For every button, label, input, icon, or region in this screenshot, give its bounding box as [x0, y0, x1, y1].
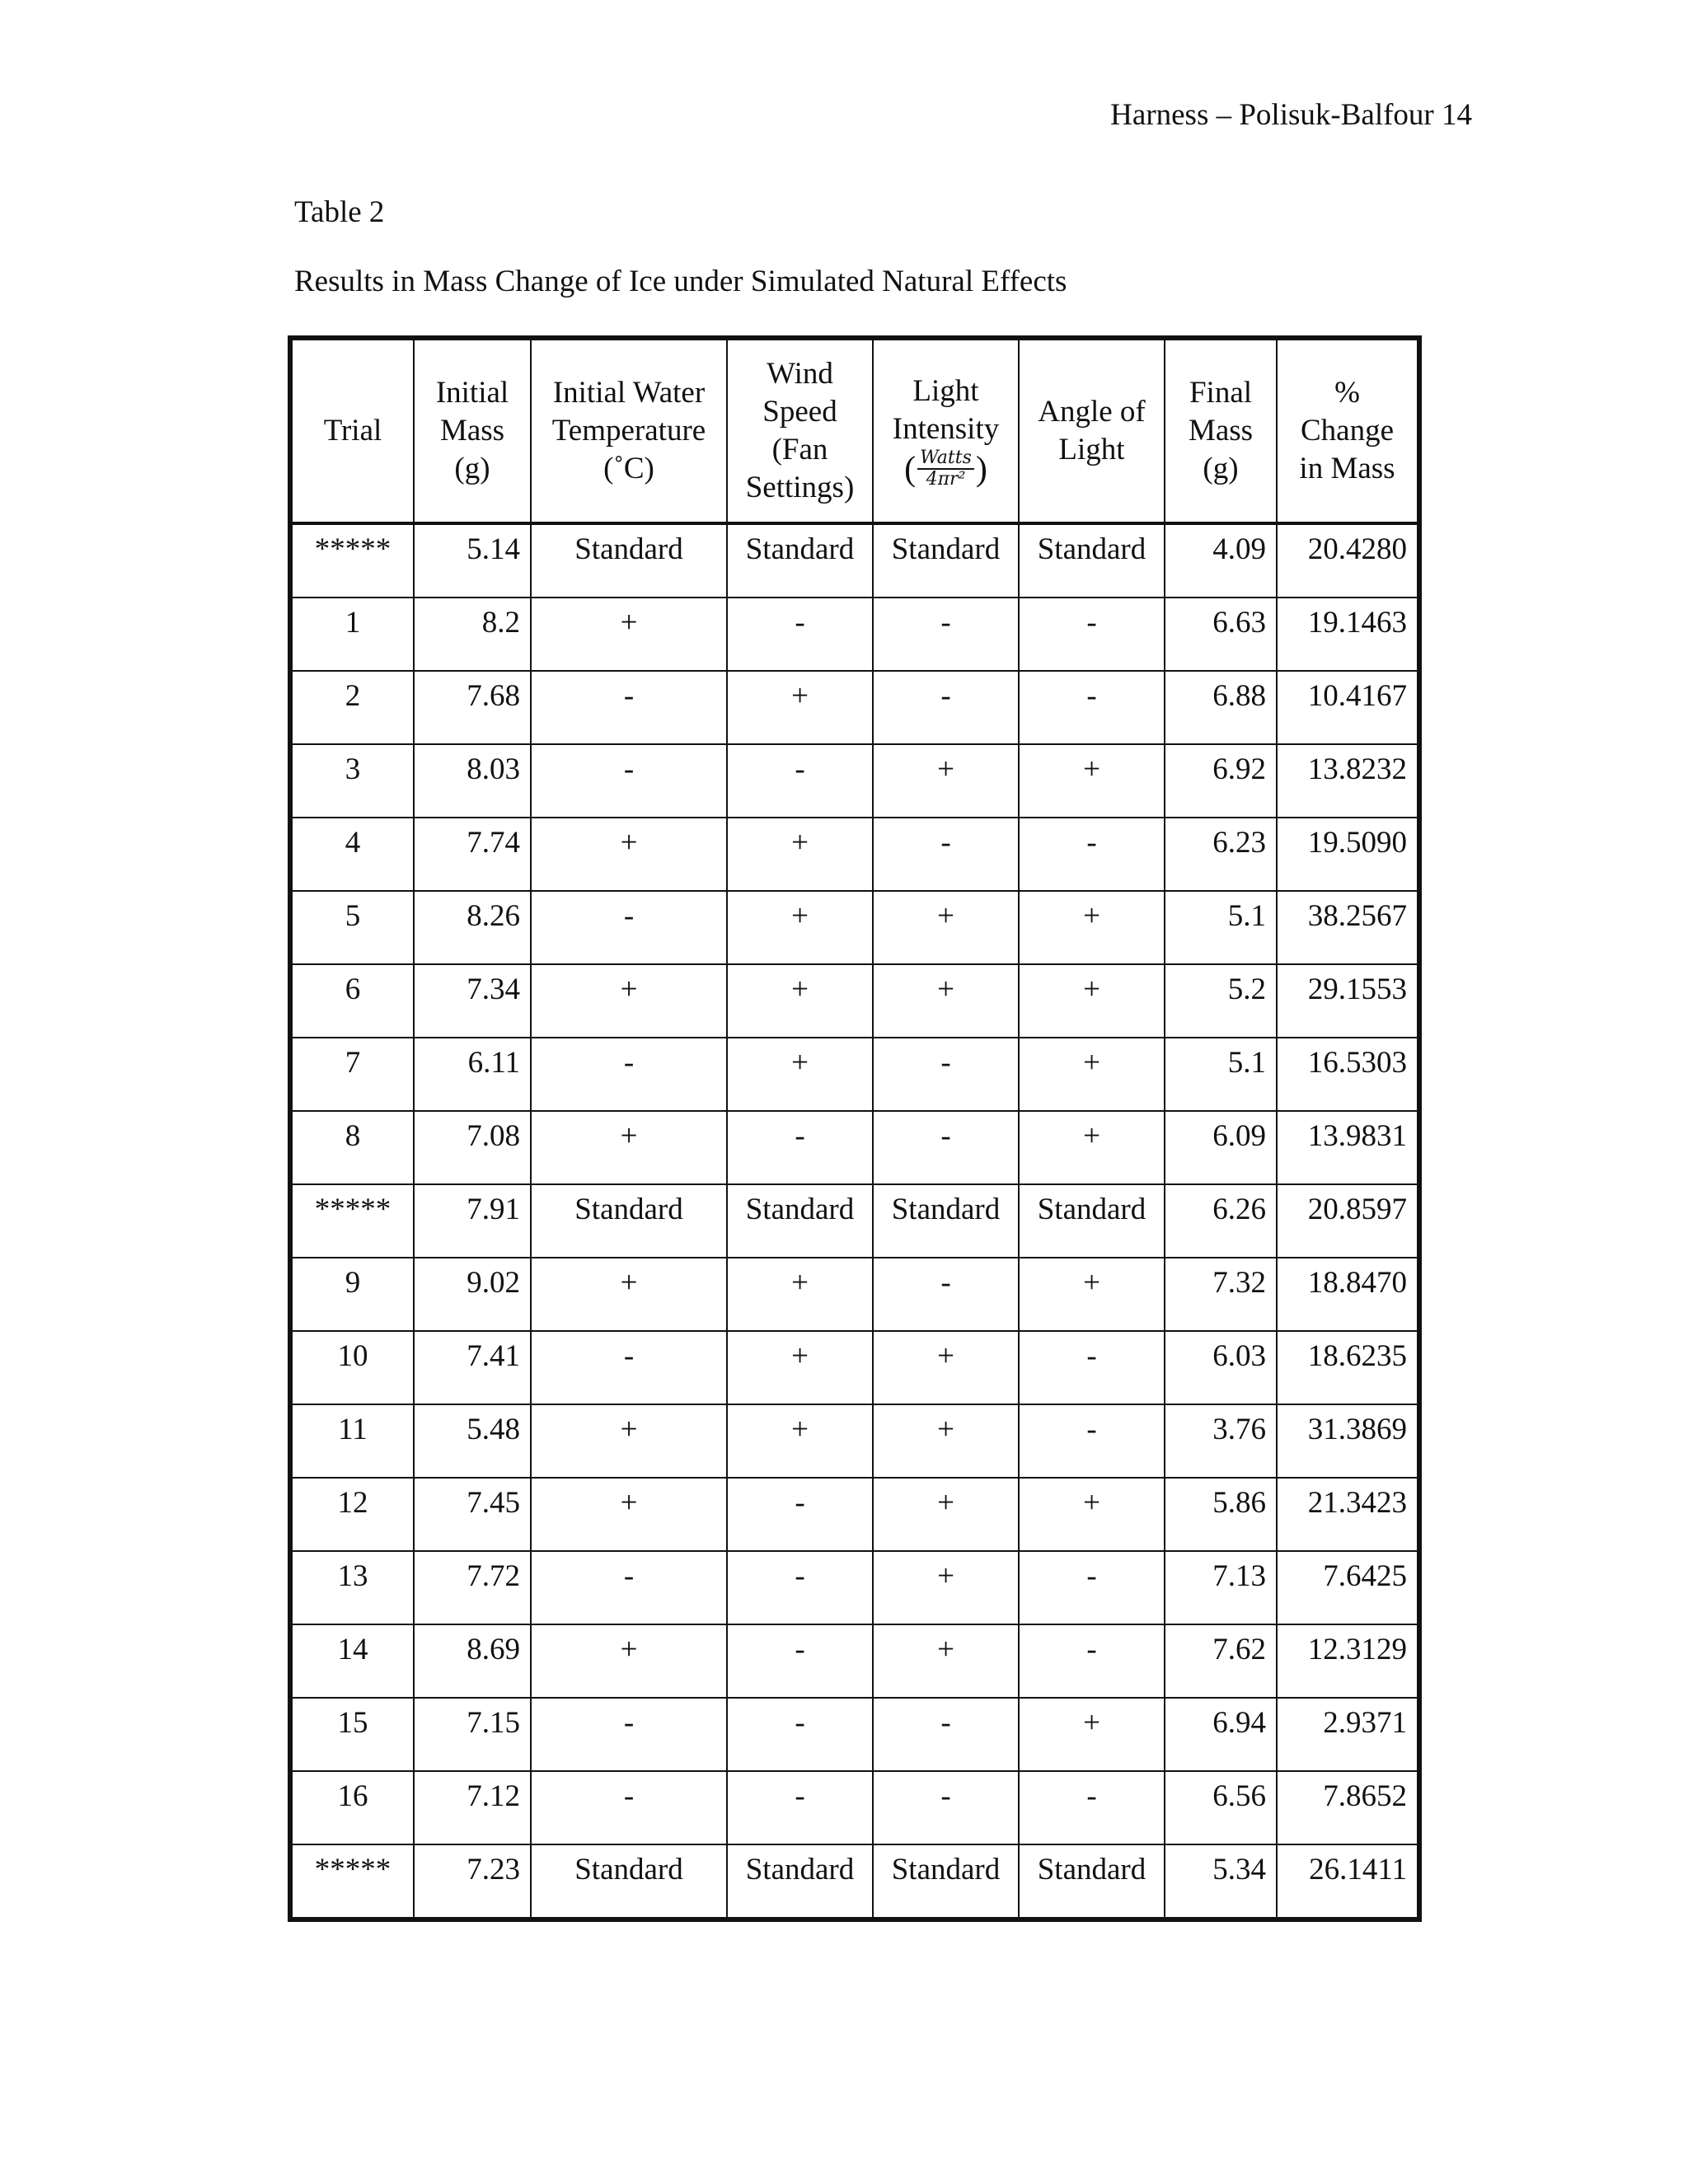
cell-light-intensity: Standard	[873, 1184, 1019, 1258]
table-row	[290, 1771, 1419, 1844]
cell-percent-change: 19.1463	[1277, 598, 1419, 671]
cell-percent-change: 21.3423	[1277, 1478, 1419, 1551]
cell-final-mass: 5.86	[1165, 1478, 1277, 1551]
header-wind-speed: Wind Speed (Fan Settings)	[727, 338, 873, 523]
cell-light-intensity: Standard	[873, 1844, 1019, 1919]
cell-angle-of-light: -	[1019, 1551, 1165, 1624]
light-intensity-formula: ( $\frac{\text{Watts}}{\text{4πr²}}$ )	[904, 448, 987, 490]
cell-angle-of-light: +	[1019, 1478, 1165, 1551]
header-angle-of-light: Angle of Light	[1019, 338, 1165, 523]
table-row	[290, 1551, 1419, 1624]
cell-water-temperature: +	[531, 1478, 727, 1551]
cell-light-intensity: -	[873, 818, 1019, 891]
cell-final-mass: 5.1	[1165, 1038, 1277, 1111]
table-row	[290, 1184, 1419, 1258]
cell-trial: 14	[290, 1624, 414, 1698]
cell-percent-change: 20.8597	[1277, 1184, 1419, 1258]
cell-initial-mass: 8.69	[414, 1624, 531, 1698]
cell-angle-of-light: Standard	[1019, 1844, 1165, 1919]
cell-water-temperature: -	[531, 891, 727, 964]
cell-water-temperature: -	[531, 1771, 727, 1844]
cell-initial-mass: 8.26	[414, 891, 531, 964]
cell-light-intensity: -	[873, 1111, 1019, 1184]
cell-wind-speed: +	[727, 1038, 873, 1111]
cell-initial-mass: 7.12	[414, 1771, 531, 1844]
cell-water-temperature: -	[531, 1698, 727, 1771]
table-row	[290, 671, 1419, 744]
cell-initial-mass: 7.68	[414, 671, 531, 744]
cell-initial-mass: 5.14	[414, 523, 531, 598]
cell-final-mass: 7.32	[1165, 1258, 1277, 1331]
results-body	[290, 523, 1419, 1919]
table-row	[290, 1331, 1419, 1404]
cell-final-mass: 3.76	[1165, 1404, 1277, 1478]
cell-angle-of-light: -	[1019, 1624, 1165, 1698]
cell-initial-mass: 7.41	[414, 1331, 531, 1404]
cell-trial: *****	[290, 1844, 414, 1919]
cell-wind-speed: +	[727, 1404, 873, 1478]
cell-trial: 16	[290, 1771, 414, 1844]
cell-final-mass: 7.13	[1165, 1551, 1277, 1624]
cell-percent-change: 10.4167	[1277, 671, 1419, 744]
cell-wind-speed: -	[727, 1478, 873, 1551]
table-row	[290, 1844, 1419, 1919]
cell-percent-change: 13.8232	[1277, 744, 1419, 818]
table-title: Results in Mass Change of Ice under Simulated Natural Effects	[294, 265, 1067, 298]
cell-trial: 9	[290, 1258, 414, 1331]
table-row	[290, 891, 1419, 964]
cell-angle-of-light: +	[1019, 1038, 1165, 1111]
cell-initial-mass: 7.74	[414, 818, 531, 891]
cell-water-temperature: -	[531, 1038, 727, 1111]
table-row	[290, 1698, 1419, 1771]
cell-wind-speed: -	[727, 1771, 873, 1844]
cell-initial-mass: 5.48	[414, 1404, 531, 1478]
cell-percent-change: 38.2567	[1277, 891, 1419, 964]
cell-angle-of-light: Standard	[1019, 523, 1165, 598]
table-row	[290, 523, 1419, 598]
cell-wind-speed: +	[727, 1331, 873, 1404]
cell-light-intensity: +	[873, 1331, 1019, 1404]
cell-light-intensity: -	[873, 1771, 1019, 1844]
results-table	[288, 335, 1422, 1922]
cell-water-temperature: -	[531, 744, 727, 818]
cell-initial-mass: 7.91	[414, 1184, 531, 1258]
cell-light-intensity: -	[873, 1698, 1019, 1771]
cell-angle-of-light: +	[1019, 964, 1165, 1038]
cell-trial: 10	[290, 1331, 414, 1404]
cell-angle-of-light: -	[1019, 598, 1165, 671]
cell-light-intensity: -	[873, 671, 1019, 744]
cell-water-temperature: +	[531, 1404, 727, 1478]
cell-trial: 1	[290, 598, 414, 671]
cell-percent-change: 19.5090	[1277, 818, 1419, 891]
cell-water-temperature: +	[531, 1624, 727, 1698]
cell-percent-change: 16.5303	[1277, 1038, 1419, 1111]
cell-wind-speed: +	[727, 891, 873, 964]
cell-initial-mass: 8.2	[414, 598, 531, 671]
header-initial-mass: Initial Mass (g)	[414, 338, 531, 523]
cell-percent-change: 18.8470	[1277, 1258, 1419, 1331]
table-label: Table 2	[294, 195, 385, 229]
header-water-temperature: Initial Water Temperature (˚C)	[531, 338, 727, 523]
cell-wind-speed: -	[727, 1624, 873, 1698]
cell-angle-of-light: +	[1019, 744, 1165, 818]
table-row	[290, 1478, 1419, 1551]
cell-trial: 13	[290, 1551, 414, 1624]
cell-percent-change: 20.4280	[1277, 523, 1419, 598]
cell-light-intensity: Standard	[873, 523, 1019, 598]
cell-percent-change: 31.3869	[1277, 1404, 1419, 1478]
cell-angle-of-light: +	[1019, 1698, 1165, 1771]
cell-final-mass: 6.23	[1165, 818, 1277, 891]
cell-percent-change: 29.1553	[1277, 964, 1419, 1038]
cell-trial: 7	[290, 1038, 414, 1111]
table-row	[290, 744, 1419, 818]
cell-light-intensity: -	[873, 1038, 1019, 1111]
cell-angle-of-light: +	[1019, 1111, 1165, 1184]
header-light-intensity: Light Intensity ( $\frac{\text{Watts}}{\text{4πr²}}$ )	[873, 338, 1019, 523]
cell-trial: *****	[290, 523, 414, 598]
cell-angle-of-light: -	[1019, 818, 1165, 891]
header-percent-change: % Change in Mass	[1277, 338, 1419, 523]
cell-light-intensity: -	[873, 598, 1019, 671]
cell-percent-change: 7.8652	[1277, 1771, 1419, 1844]
cell-water-temperature: Standard	[531, 523, 727, 598]
cell-light-intensity: +	[873, 1478, 1019, 1551]
cell-wind-speed: +	[727, 1258, 873, 1331]
cell-light-intensity: +	[873, 891, 1019, 964]
cell-final-mass: 5.34	[1165, 1844, 1277, 1919]
cell-wind-speed: Standard	[727, 1844, 873, 1919]
cell-initial-mass: 7.23	[414, 1844, 531, 1919]
table-row	[290, 964, 1419, 1038]
cell-final-mass: 6.94	[1165, 1698, 1277, 1771]
cell-wind-speed: -	[727, 598, 873, 671]
cell-water-temperature: Standard	[531, 1184, 727, 1258]
cell-final-mass: 6.56	[1165, 1771, 1277, 1844]
cell-light-intensity: +	[873, 1551, 1019, 1624]
cell-percent-change: 13.9831	[1277, 1111, 1419, 1184]
cell-final-mass: 6.26	[1165, 1184, 1277, 1258]
cell-water-temperature: +	[531, 964, 727, 1038]
cell-wind-speed: -	[727, 1111, 873, 1184]
cell-percent-change: 2.9371	[1277, 1698, 1419, 1771]
cell-final-mass: 5.2	[1165, 964, 1277, 1038]
cell-angle-of-light: -	[1019, 671, 1165, 744]
cell-initial-mass: 7.08	[414, 1111, 531, 1184]
cell-final-mass: 6.63	[1165, 598, 1277, 671]
cell-trial: 5	[290, 891, 414, 964]
cell-wind-speed: -	[727, 1698, 873, 1771]
cell-initial-mass: 7.72	[414, 1551, 531, 1624]
cell-trial: 6	[290, 964, 414, 1038]
table-row	[290, 1258, 1419, 1331]
cell-final-mass: 5.1	[1165, 891, 1277, 964]
cell-final-mass: 7.62	[1165, 1624, 1277, 1698]
cell-trial: 12	[290, 1478, 414, 1551]
cell-trial: 4	[290, 818, 414, 891]
cell-angle-of-light: Standard	[1019, 1184, 1165, 1258]
cell-wind-speed: Standard	[727, 523, 873, 598]
cell-percent-change: 18.6235	[1277, 1331, 1419, 1404]
cell-wind-speed: +	[727, 964, 873, 1038]
cell-trial: 3	[290, 744, 414, 818]
cell-final-mass: 6.92	[1165, 744, 1277, 818]
cell-wind-speed: -	[727, 1551, 873, 1624]
table-row	[290, 818, 1419, 891]
cell-percent-change: 26.1411	[1277, 1844, 1419, 1919]
cell-percent-change: 12.3129	[1277, 1624, 1419, 1698]
cell-initial-mass: 6.11	[414, 1038, 531, 1111]
running-head: Harness – Polisuk-Balfour 14	[1110, 98, 1472, 132]
header-trial: Trial	[290, 338, 414, 523]
cell-light-intensity: +	[873, 744, 1019, 818]
cell-water-temperature: +	[531, 1258, 727, 1331]
cell-angle-of-light: +	[1019, 891, 1165, 964]
cell-water-temperature: +	[531, 818, 727, 891]
table-row	[290, 598, 1419, 671]
cell-angle-of-light: -	[1019, 1771, 1165, 1844]
header-final-mass: Final Mass (g)	[1165, 338, 1277, 523]
cell-trial: 15	[290, 1698, 414, 1771]
cell-percent-change: 7.6425	[1277, 1551, 1419, 1624]
cell-trial: 11	[290, 1404, 414, 1478]
cell-water-temperature: +	[531, 598, 727, 671]
cell-trial: 2	[290, 671, 414, 744]
cell-water-temperature: Standard	[531, 1844, 727, 1919]
cell-final-mass: 6.88	[1165, 671, 1277, 744]
cell-final-mass: 4.09	[1165, 523, 1277, 598]
cell-initial-mass: 7.15	[414, 1698, 531, 1771]
cell-wind-speed: +	[727, 671, 873, 744]
cell-light-intensity: -	[873, 1258, 1019, 1331]
table-row	[290, 1624, 1419, 1698]
cell-initial-mass: 9.02	[414, 1258, 531, 1331]
cell-final-mass: 6.03	[1165, 1331, 1277, 1404]
cell-final-mass: 6.09	[1165, 1111, 1277, 1184]
cell-angle-of-light: +	[1019, 1258, 1165, 1331]
cell-angle-of-light: -	[1019, 1404, 1165, 1478]
cell-wind-speed: -	[727, 744, 873, 818]
cell-water-temperature: -	[531, 671, 727, 744]
table-row	[290, 1038, 1419, 1111]
table-row	[290, 1404, 1419, 1478]
cell-trial: *****	[290, 1184, 414, 1258]
cell-light-intensity: +	[873, 1624, 1019, 1698]
header-row	[290, 338, 1419, 523]
cell-wind-speed: Standard	[727, 1184, 873, 1258]
cell-water-temperature: -	[531, 1551, 727, 1624]
table-row	[290, 1111, 1419, 1184]
cell-angle-of-light: -	[1019, 1331, 1165, 1404]
cell-initial-mass: 7.34	[414, 964, 531, 1038]
cell-water-temperature: +	[531, 1111, 727, 1184]
cell-water-temperature: -	[531, 1331, 727, 1404]
cell-initial-mass: 8.03	[414, 744, 531, 818]
cell-light-intensity: +	[873, 964, 1019, 1038]
cell-trial: 8	[290, 1111, 414, 1184]
cell-light-intensity: +	[873, 1404, 1019, 1478]
cell-initial-mass: 7.45	[414, 1478, 531, 1551]
cell-wind-speed: +	[727, 818, 873, 891]
